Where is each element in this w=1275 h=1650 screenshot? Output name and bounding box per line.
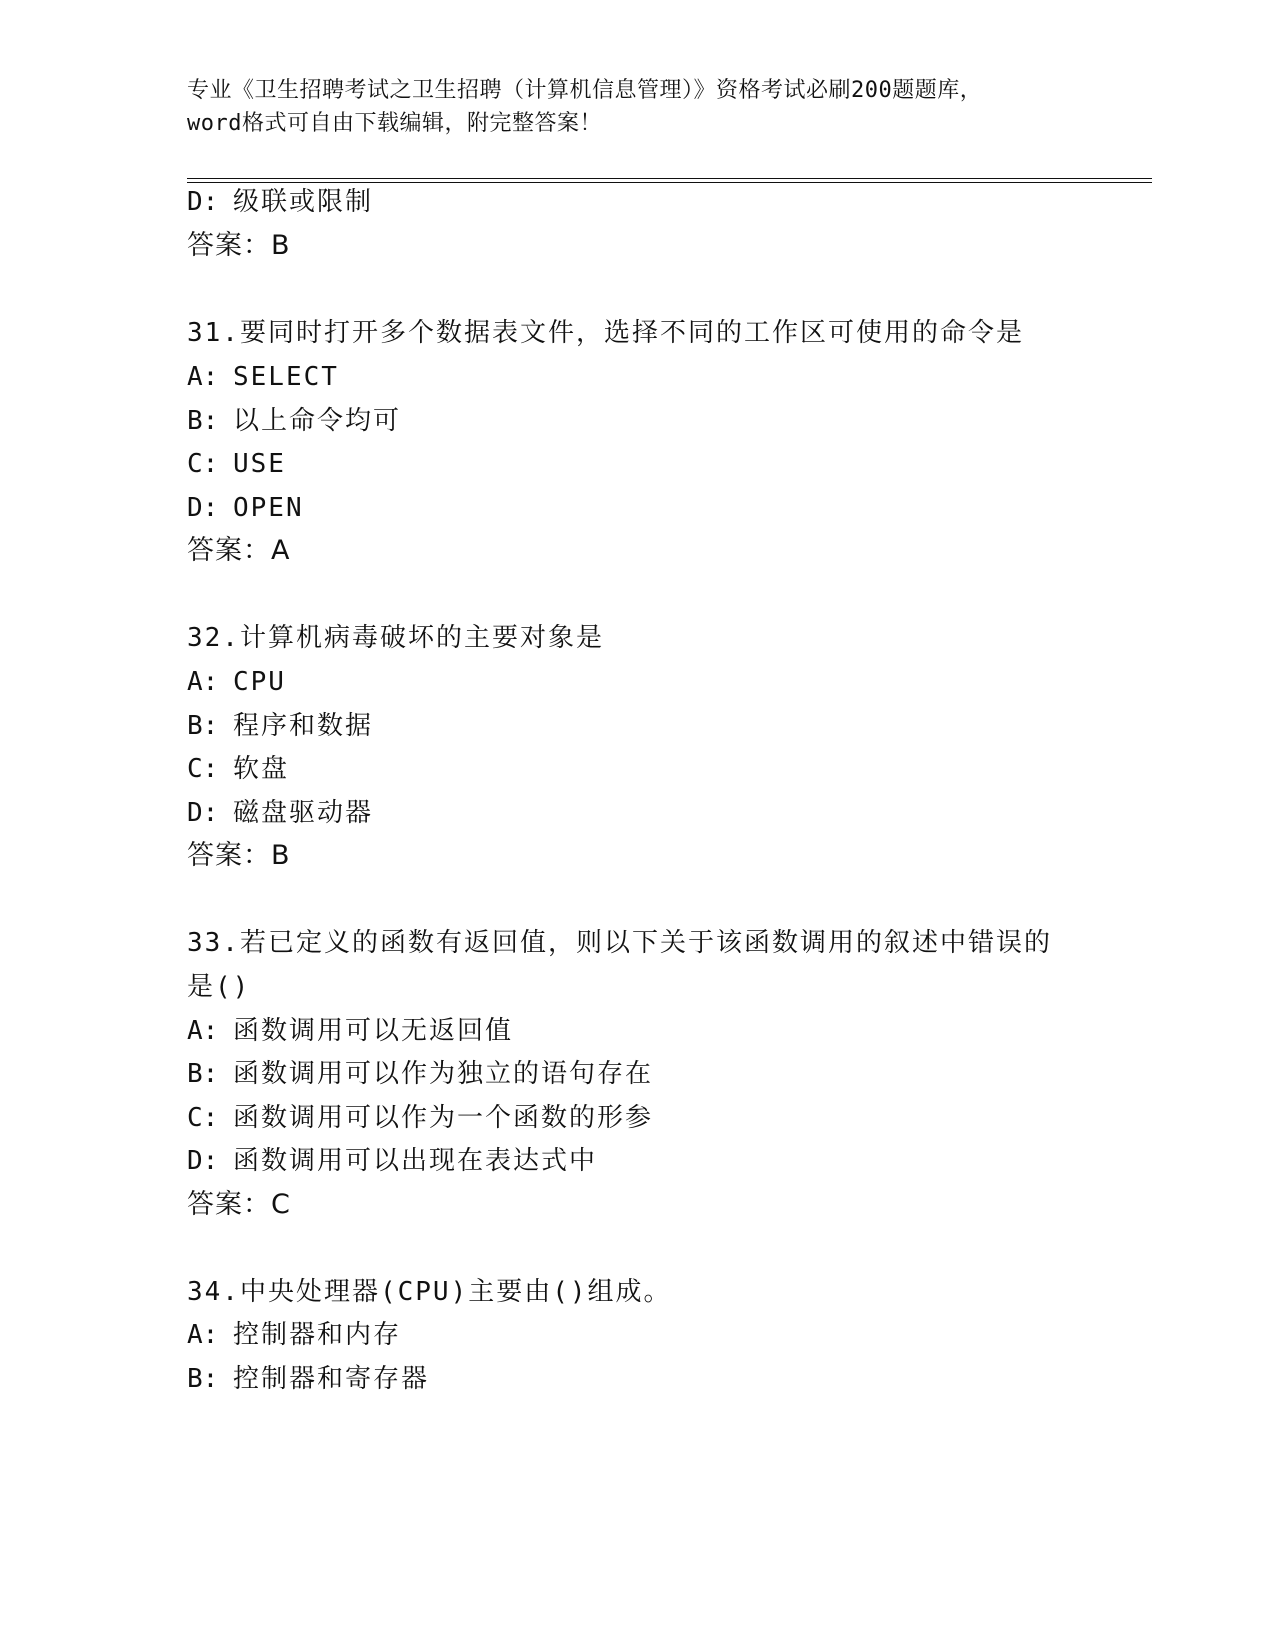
- option-text: 以上命令均可: [233, 406, 402, 436]
- header-title-line-1: 专业《卫生招聘考试之卫生招聘（计算机信息管理）》资格考试必刷200题题库，: [187, 78, 983, 103]
- q32-option-d: [187, 796, 373, 830]
- option-label: A:: [187, 1320, 219, 1350]
- q31-option-d: [187, 491, 304, 525]
- q32-stem: 32.计算机病毒破坏的主要对象是: [187, 623, 604, 653]
- option-text: 控制器和寄存器: [233, 1364, 430, 1394]
- option-label: D:: [187, 798, 219, 828]
- option-label: B:: [187, 711, 219, 741]
- q31-option-b: [187, 404, 401, 438]
- q33-answer: 答案：C: [187, 1189, 291, 1220]
- option-text: 控制器和内存: [233, 1320, 402, 1350]
- document-header: [187, 74, 1087, 140]
- q31-stem: 31.要同时打开多个数据表文件，选择不同的工作区可使用的命令是: [187, 318, 1024, 348]
- q33-option-d: [187, 1144, 597, 1178]
- q31-answer: 答案：A: [187, 535, 291, 566]
- q32-option-b: [187, 709, 373, 743]
- header-divider-top: [187, 178, 1152, 179]
- q33-stem-line-1: 33.若已定义的函数有返回值，则以下关于该函数调用的叙述中错误的: [187, 928, 1052, 958]
- option-text: CPU: [233, 667, 286, 697]
- q34-stem: 34.中央处理器(CPU)主要由()组成。: [187, 1277, 672, 1307]
- q32-option-a: [187, 665, 286, 699]
- option-label: C:: [187, 1103, 219, 1133]
- option-text: 程序和数据: [233, 711, 374, 741]
- option-text: 软盘: [233, 754, 290, 784]
- q31-option-a: [187, 360, 339, 394]
- option-label: C:: [187, 754, 219, 784]
- option-label: C:: [187, 449, 219, 479]
- q34-option-a: [187, 1318, 401, 1352]
- option-text: SELECT: [233, 362, 339, 392]
- option-label: D:: [187, 493, 219, 523]
- option-text: 函数调用可以作为一个函数的形参: [233, 1103, 654, 1133]
- option-label: B:: [187, 406, 219, 436]
- option-label: B:: [187, 1364, 219, 1394]
- header-title-line-2: word格式可自由下载编辑，附完整答案！: [187, 111, 602, 136]
- option-label: A:: [187, 1016, 219, 1046]
- header-divider-bottom: [187, 182, 1152, 183]
- q32-option-c: [187, 752, 289, 786]
- q34-option-b: [187, 1362, 429, 1396]
- option-text: 函数调用可以作为独立的语句存在: [233, 1059, 654, 1089]
- option-text: 函数调用可以出现在表达式中: [233, 1146, 598, 1176]
- option-text: 函数调用可以无返回值: [233, 1016, 514, 1046]
- option-text: USE: [233, 449, 286, 479]
- q33-option-a: [187, 1014, 513, 1048]
- option-text: OPEN: [233, 493, 304, 523]
- q32-answer: 答案：B: [187, 840, 291, 871]
- q33-option-c: [187, 1101, 653, 1135]
- option-text: 磁盘驱动器: [233, 798, 374, 828]
- option-label: D:: [187, 187, 219, 217]
- option-label: B:: [187, 1059, 219, 1089]
- q30-option-d: [187, 185, 373, 219]
- q33-option-b: [187, 1057, 653, 1091]
- option-label: D:: [187, 1146, 219, 1176]
- q31-option-c: [187, 447, 286, 481]
- q30-answer: 答案：B: [187, 230, 291, 261]
- q33-stem-line-2: 是(): [187, 972, 251, 1002]
- option-label: A:: [187, 667, 219, 697]
- option-label: A:: [187, 362, 219, 392]
- option-text: 级联或限制: [233, 187, 374, 217]
